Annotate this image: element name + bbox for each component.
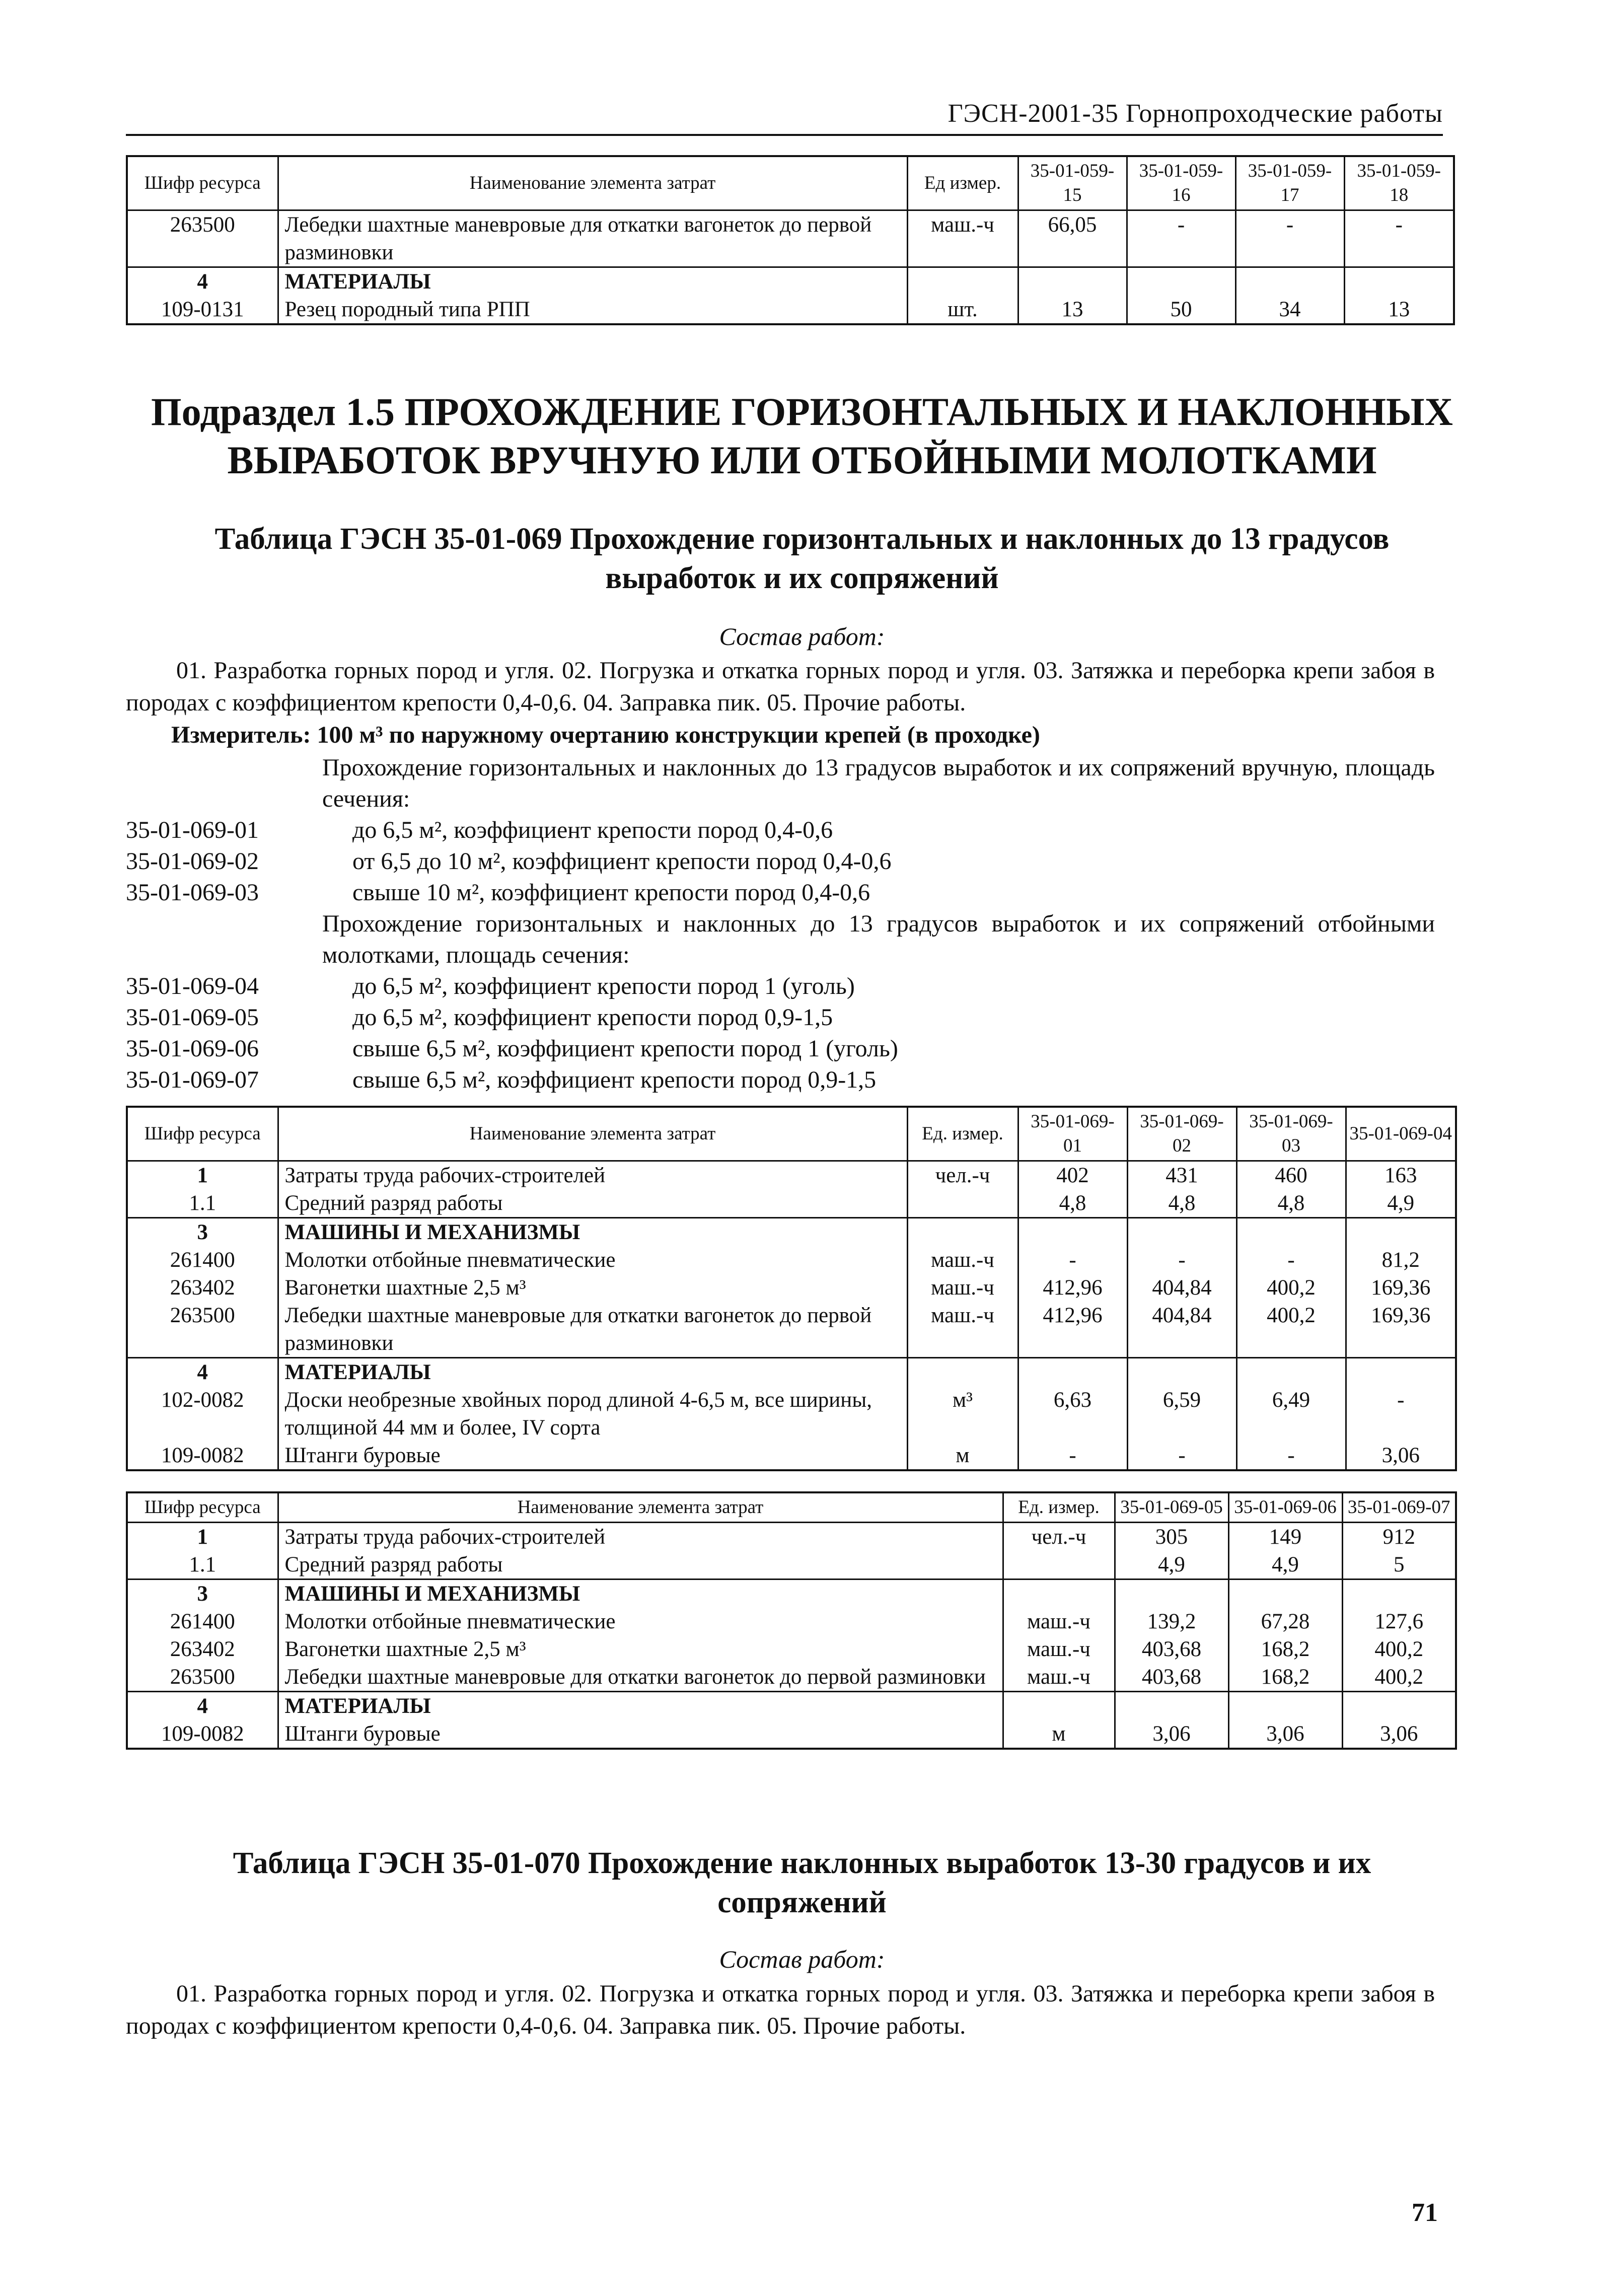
resource-name: Затраты труда рабочих-строителей [278, 1161, 907, 1190]
col-header-code: Шифр ресурса [127, 1492, 278, 1523]
resource-value: 139,2 [1115, 1608, 1228, 1635]
resource-value: 168,2 [1228, 1663, 1342, 1692]
resource-unit: шт. [907, 296, 1018, 324]
resource-name: Лебедки шахтные маневровые для откатки вагонеток до первой разминовки [278, 210, 907, 267]
resource-value: 5 [1342, 1551, 1456, 1580]
table-header-row [127, 1492, 1456, 1523]
composition-text: 01. Разработка горных пород и угля. 02. Погрузка и откатка горных пород и угля. 03. Затяжка и переборка крепи забоя в породах с коэффициентом крепости 0,4-0,6. 04. Заправка пик. 05. Прочие работы. [126, 657, 1435, 716]
variant-text: до 6,5 м², коэффициент крепости пород 1 (уголь) [352, 973, 855, 999]
resource-value: 66,05 [1018, 210, 1127, 267]
resource-name: Штанги буровые [278, 1720, 1003, 1749]
section-code: 4 [127, 1692, 278, 1720]
resource-value: 460 [1236, 1161, 1346, 1190]
table-header-row [127, 1107, 1456, 1161]
resource-code: 109-0131 [127, 296, 278, 324]
resource-value: 6,63 [1018, 1386, 1127, 1442]
resource-value: 305 [1115, 1523, 1228, 1551]
variant-code: 35-01-069-06 [126, 1035, 259, 1062]
table-section-row [127, 1358, 1456, 1387]
col-header-name: Наименование элемента затрат [278, 1107, 907, 1161]
resource-value: 6,59 [1127, 1386, 1236, 1442]
measure-value: 100 м³ по наружному очертанию конструкции крепей (в проходке) [317, 722, 1040, 748]
table-row [127, 1189, 1456, 1218]
resource-code: 109-0082 [127, 1442, 278, 1470]
resource-unit: маш.-ч [1003, 1663, 1115, 1692]
col-header-norm: 35-01-069-02 [1127, 1107, 1236, 1161]
resource-code: 263500 [127, 1663, 278, 1692]
resource-unit: маш.-ч [1003, 1608, 1115, 1635]
variant-line [126, 1064, 876, 1096]
group1-intro: Прохождение горизонтальных и наклонных до 13 градусов выработок и их сопряжений вручную, площадь сечения: [322, 754, 1435, 812]
subsection-title: Подраздел 1.5 ПРОХОЖДЕНИЕ ГОРИЗОНТАЛЬНЫХ И НАКЛОННЫХ ВЫРАБОТОК ВРУЧНУЮ ИЛИ ОТБОЙНЫМИ МОЛОТКАМИ [151, 390, 1453, 482]
resource-unit: маш.-ч [907, 210, 1018, 267]
running-header [126, 99, 1443, 136]
table-header-row [127, 156, 1454, 210]
section-name: МАТЕРИАЛЫ [278, 1692, 1003, 1720]
resource-value: 50 [1127, 296, 1235, 324]
table-row [127, 1523, 1456, 1551]
table-section-row [127, 1218, 1456, 1247]
resource-code: 1.1 [127, 1189, 278, 1218]
resource-value: - [1127, 210, 1235, 267]
resource-code: 1 [127, 1161, 278, 1190]
variant-line [126, 846, 891, 877]
composition-label: Состав работ: [719, 622, 885, 651]
resource-value: 81,2 [1346, 1246, 1456, 1274]
table-row [127, 1246, 1456, 1274]
variant-text: до 6,5 м², коэффициент крепости пород 0,4-0,6 [352, 817, 833, 843]
resource-value: 4,9 [1346, 1189, 1456, 1218]
col-header-name: Наименование элемента затрат [278, 1492, 1003, 1523]
table-row [127, 210, 1454, 267]
resource-value: 13 [1018, 296, 1127, 324]
resource-value: 3,06 [1346, 1442, 1456, 1470]
resource-table-069-a [126, 1106, 1457, 1471]
resource-name: Лебедки шахтные маневровые для откатки вагонеток до первой разминовки [278, 1302, 907, 1358]
variant-text: от 6,5 до 10 м², коэффициент крепости пород 0,4-0,6 [352, 848, 892, 875]
resource-value: 400,2 [1236, 1274, 1346, 1302]
resource-name: Молотки отбойные пневматические [278, 1246, 907, 1274]
resource-unit: маш.-ч [907, 1246, 1018, 1274]
resource-table-059 [126, 155, 1455, 325]
resource-value: 403,68 [1115, 1663, 1228, 1692]
resource-value: - [1344, 210, 1454, 267]
variant-text: свыше 6,5 м², коэффициент крепости пород 1 (уголь) [352, 1035, 898, 1062]
resource-name: Средний разряд работы [278, 1551, 1003, 1580]
resource-value: 400,2 [1342, 1635, 1456, 1663]
col-header-norm: 35-01-069-05 [1115, 1492, 1228, 1523]
measure-line [171, 721, 1040, 749]
table-row [127, 1608, 1456, 1635]
table-row [127, 1551, 1456, 1580]
variant-code: 35-01-069-05 [126, 1004, 259, 1031]
resource-value: - [1018, 1246, 1127, 1274]
table-row [127, 1274, 1456, 1302]
variant-line [126, 971, 855, 1002]
resource-value: 169,36 [1346, 1274, 1456, 1302]
resource-code: 263500 [127, 210, 278, 267]
resource-value: 67,28 [1228, 1608, 1342, 1635]
resource-value: - [1235, 210, 1344, 267]
resource-name: Доски необрезные хвойных пород длиной 4-6,5 м, все ширины, толщиной 44 мм и более, IV сорта [278, 1386, 907, 1442]
composition2-text: 01. Разработка горных пород и угля. 02. Погрузка и откатка горных пород и угля. 03. Затяжка и переборка крепи забоя в породах с коэффициентом крепости 0,4-0,6. 04. Заправка пик. 05. Прочие работы. [126, 1980, 1435, 2039]
table-row [127, 1663, 1456, 1692]
table-section-row [127, 1692, 1456, 1720]
table-row [127, 1442, 1456, 1470]
composition2-label: Состав работ: [719, 1945, 885, 1973]
resource-value: 169,36 [1346, 1302, 1456, 1358]
resource-unit: м [907, 1442, 1018, 1470]
resource-code: 263500 [127, 1302, 278, 1358]
col-header-code: Шифр ресурса [127, 1107, 278, 1161]
resource-value: 4,9 [1115, 1551, 1228, 1580]
table-row [127, 1635, 1456, 1663]
resource-value: 13 [1344, 296, 1454, 324]
resource-name: Вагонетки шахтные 2,5 м³ [278, 1274, 907, 1302]
resource-unit [1003, 1551, 1115, 1580]
section-name: МАТЕРИАЛЫ [278, 267, 907, 296]
variant-line [126, 877, 870, 908]
resource-table-069-b [126, 1491, 1457, 1750]
variant-code: 35-01-069-02 [126, 848, 259, 875]
variant-text: свыше 6,5 м², коэффициент крепости пород 0,9-1,5 [352, 1066, 877, 1093]
table-row [127, 296, 1454, 324]
resource-code: 102-0082 [127, 1386, 278, 1442]
section-code: 3 [127, 1580, 278, 1608]
table-069-title: Таблица ГЭСН 35-01-069 Прохождение горизонтальных и наклонных до 13 градусов выработок и их сопряжений [214, 522, 1390, 595]
resource-name: Штанги буровые [278, 1442, 907, 1470]
resource-value: 404,84 [1127, 1302, 1236, 1358]
resource-code: 1.1 [127, 1551, 278, 1580]
resource-name: Молотки отбойные пневматические [278, 1608, 1003, 1635]
resource-value: 912 [1342, 1523, 1456, 1551]
col-header-norm: 35-01-069-04 [1346, 1107, 1456, 1161]
resource-value: - [1018, 1442, 1127, 1470]
resource-value: 403,68 [1115, 1635, 1228, 1663]
col-header-unit: Ед. измер. [1003, 1492, 1115, 1523]
resource-value: - [1127, 1442, 1236, 1470]
resource-unit [907, 1189, 1018, 1218]
resource-value: 127,6 [1342, 1608, 1456, 1635]
col-header-norm: 35-01-059-16 [1127, 156, 1235, 210]
resource-value: 6,49 [1236, 1386, 1346, 1442]
resource-value: 168,2 [1228, 1635, 1342, 1663]
variant-line [126, 1002, 833, 1033]
section-name: МАТЕРИАЛЫ [278, 1358, 907, 1387]
resource-value: 400,2 [1342, 1663, 1456, 1692]
col-header-norm: 35-01-069-06 [1228, 1492, 1342, 1523]
resource-unit: маш.-ч [1003, 1635, 1115, 1663]
resource-value: 431 [1127, 1161, 1236, 1190]
section-name: МАШИНЫ И МЕХАНИЗМЫ [278, 1218, 907, 1247]
resource-value: 404,84 [1127, 1274, 1236, 1302]
resource-value: 149 [1228, 1523, 1342, 1551]
resource-unit: чел.-ч [907, 1161, 1018, 1190]
resource-unit: чел.-ч [1003, 1523, 1115, 1551]
table-row [127, 1302, 1456, 1358]
resource-unit: м [1003, 1720, 1115, 1749]
resource-value: - [1236, 1442, 1346, 1470]
variant-code: 35-01-069-04 [126, 973, 259, 999]
variant-text: свыше 10 м², коэффициент крепости пород 0,4-0,6 [352, 879, 870, 906]
measure-label: Измеритель: [171, 722, 311, 748]
resource-unit: маш.-ч [907, 1274, 1018, 1302]
resource-code: 263402 [127, 1635, 278, 1663]
table-row [127, 1386, 1456, 1442]
resource-name: Затраты труда рабочих-строителей [278, 1523, 1003, 1551]
resource-value: 163 [1346, 1161, 1456, 1190]
resource-value: 412,96 [1018, 1274, 1127, 1302]
table-row [127, 1161, 1456, 1190]
resource-value: 4,8 [1018, 1189, 1127, 1218]
resource-code: 261400 [127, 1608, 278, 1635]
col-header-unit: Ед измер. [907, 156, 1018, 210]
resource-code: 1 [127, 1523, 278, 1551]
resource-value: 4,9 [1228, 1551, 1342, 1580]
table-section-row [127, 1580, 1456, 1608]
resource-value: - [1236, 1246, 1346, 1274]
col-header-norm: 35-01-069-01 [1018, 1107, 1127, 1161]
table-row [127, 1720, 1456, 1749]
resource-value: 3,06 [1115, 1720, 1228, 1749]
resource-value: 400,2 [1236, 1302, 1346, 1358]
col-header-norm: 35-01-069-07 [1342, 1492, 1456, 1523]
resource-value: - [1127, 1246, 1236, 1274]
resource-name: Средний разряд работы [278, 1189, 907, 1218]
variant-code: 35-01-069-01 [126, 817, 259, 843]
resource-name: Резец породный типа РПП [278, 296, 907, 324]
resource-value: 412,96 [1018, 1302, 1127, 1358]
col-header-norm: 35-01-059-15 [1018, 156, 1127, 210]
variant-line [126, 1033, 898, 1064]
section-code: 4 [127, 1358, 278, 1387]
col-header-code: Шифр ресурса [127, 156, 278, 210]
resource-value: 4,8 [1127, 1189, 1236, 1218]
variant-text: до 6,5 м², коэффициент крепости пород 0,9-1,5 [352, 1004, 833, 1031]
resource-value: 34 [1235, 296, 1344, 324]
col-header-norm: 35-01-059-18 [1344, 156, 1454, 210]
resource-value: 3,06 [1342, 1720, 1456, 1749]
resource-code: 263402 [127, 1274, 278, 1302]
section-code: 4 [127, 267, 278, 296]
resource-unit: маш.-ч [907, 1302, 1018, 1358]
variant-code: 35-01-069-03 [126, 879, 259, 906]
col-header-name: Наименование элемента затрат [278, 156, 907, 210]
page-number: 71 [1412, 2198, 1438, 2227]
resource-name: Лебедки шахтные маневровые для откатки вагонеток до первой разминовки [278, 1663, 1003, 1692]
col-header-norm: 35-01-059-17 [1235, 156, 1344, 210]
resource-value: 4,8 [1236, 1189, 1346, 1218]
col-header-norm: 35-01-069-03 [1236, 1107, 1346, 1161]
section-code: 3 [127, 1218, 278, 1247]
resource-unit: м³ [907, 1386, 1018, 1442]
table-section-row [127, 267, 1454, 296]
resource-value: - [1346, 1386, 1456, 1442]
resource-code: 109-0082 [127, 1720, 278, 1749]
resource-value: 3,06 [1228, 1720, 1342, 1749]
variant-code: 35-01-069-07 [126, 1066, 259, 1093]
resource-code: 261400 [127, 1246, 278, 1274]
resource-name: Вагонетки шахтные 2,5 м³ [278, 1635, 1003, 1663]
section-name: МАШИНЫ И МЕХАНИЗМЫ [278, 1580, 1003, 1608]
col-header-unit: Ед. измер. [907, 1107, 1018, 1161]
group2-intro: Прохождение горизонтальных и наклонных до 13 градусов выработок и их сопряжений отбойными молотками, площадь сечения: [322, 910, 1435, 968]
resource-value: 402 [1018, 1161, 1127, 1190]
header-text: ГЭСН-2001-35 Горнопроходческие работы [947, 99, 1443, 128]
table-070-title: Таблица ГЭСН 35-01-070 Прохождение наклонных выработок 13-30 градусов и их сопряжений [233, 1846, 1371, 1919]
variant-line [126, 815, 833, 846]
